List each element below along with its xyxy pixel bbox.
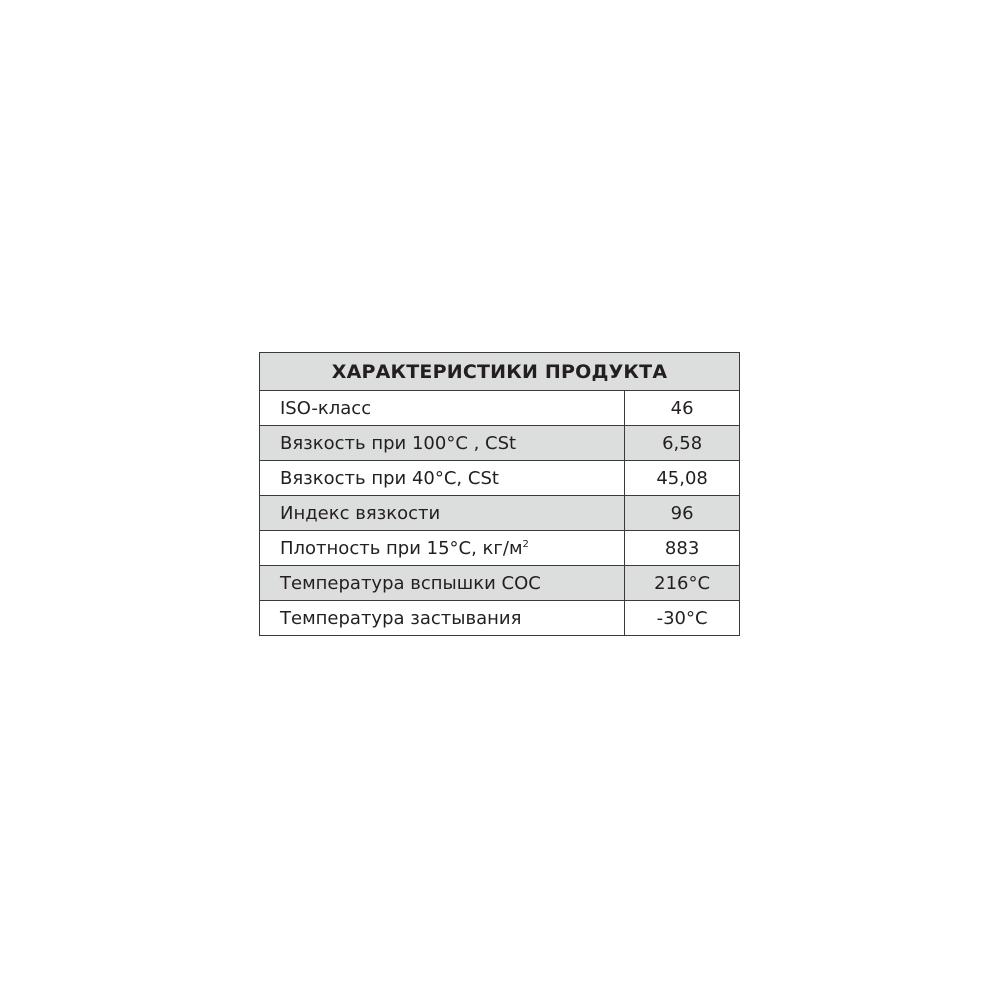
row-label xyxy=(260,426,625,461)
row-value: 46 xyxy=(625,391,740,426)
table-title: ХАРАКТЕРИСТИКИ ПРОДУКТА xyxy=(260,353,740,391)
row-label xyxy=(260,461,625,496)
row-value: 216°C xyxy=(625,566,740,601)
row-label xyxy=(260,496,625,531)
row-label-text: Вязкость при 100°C , CSt xyxy=(280,432,517,454)
row-label-text: Температура вспышки COC xyxy=(280,572,541,594)
table-row xyxy=(260,461,740,496)
product-specs-table xyxy=(259,352,740,636)
table-row xyxy=(260,531,740,566)
row-label-text: Индекс вязкости xyxy=(280,502,441,524)
table-row xyxy=(260,566,740,601)
row-label xyxy=(260,566,625,601)
superscript: 2 xyxy=(522,538,529,550)
table-row xyxy=(260,391,740,426)
table-row xyxy=(260,601,740,636)
table-row xyxy=(260,496,740,531)
row-value: 45,08 xyxy=(625,461,740,496)
row-label-text: Вязкость при 40°C, CSt xyxy=(280,467,499,489)
row-value: 883 xyxy=(625,531,740,566)
table-row xyxy=(260,426,740,461)
row-label xyxy=(260,531,625,566)
row-label-text: Плотность при 15°C, кг/м xyxy=(280,537,523,559)
table-header-row xyxy=(260,353,740,391)
row-label xyxy=(260,391,625,426)
row-label-text: ISO-класс xyxy=(280,397,372,419)
row-label xyxy=(260,601,625,636)
row-value: 6,58 xyxy=(625,426,740,461)
row-value: 96 xyxy=(625,496,740,531)
row-value: -30°C xyxy=(625,601,740,636)
row-label-text: Температура застывания xyxy=(280,607,522,629)
